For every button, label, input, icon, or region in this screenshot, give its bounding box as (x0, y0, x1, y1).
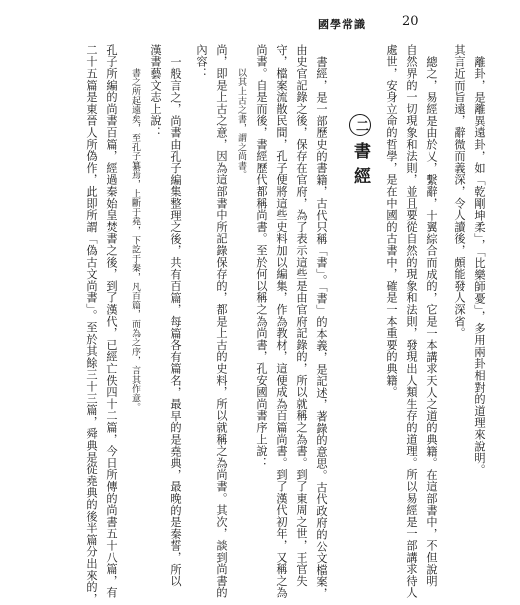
page-header (0, 14, 520, 36)
text-column: 其言近而旨遠，辭微而義深，令人讀後，頗能發人深省。 (453, 44, 466, 339)
text-column: 尚書。自是而後，書經歷代都稱尚書。至於何以稱之為尚書，孔安國尚書序上說： (255, 44, 268, 469)
page-number: 20 (402, 14, 419, 29)
text-column: 離卦，是離異遠卦，如「乾剛坤柔」，「比樂師憂」，多用兩卦相對的道理來說明。 (473, 56, 486, 476)
text-column: 內容： (195, 44, 208, 80)
text-column: 由史官記錄之後，保存在官府，為了表示這些是由官府記錄的，所以就稱之為書。到了東周之世，王官失 (295, 44, 308, 587)
text-column: 尚，即是上古之意，因為這部書中所記錄保存的，都是上古的史料，所以就稱之為尚書。其次，談到尚書的 (215, 44, 228, 599)
quotation: 書之所起遠矣，至孔子纂焉，上斷于堯，下訖于秦，凡百篇，而為之序，言其作意。 (130, 68, 140, 413)
section-heading (348, 114, 373, 192)
section-number: 二 (349, 114, 371, 136)
page-body (48, 44, 488, 605)
text-column: 二十五篇是東晉人所偽作，此即所謂「偽古文尚書」。至於其餘三十三篇，舜典是從堯典的後半篇分出來的， (85, 44, 98, 605)
running-title: 國學常識 (318, 18, 366, 31)
text-column: 書經，是一部歷史的書籍，古代只稱「書」。「書」的本義，是記述，著錄的意思。古代政府的公文檔案， (315, 56, 328, 600)
text-column: 漢書藝文志上說： (149, 44, 162, 139)
text-column: 處世，安身立命的哲學，是在中國的古書中，確是一本重要的典籍。 (385, 44, 398, 398)
section-title: 書經 (350, 142, 370, 192)
text-column: 自然界的一切現象和法則，並且要從自然的現象和法則，發現出人類生存的道理。所以易經是一部講求待人 (405, 44, 418, 599)
text-column: 一般言之，尚書由孔子編集整理之後，共有百篇，每篇各有篇名，最早的是堯典，最晚的是秦誓，所以 (169, 56, 182, 587)
text-column: 守，檔案流散民間，孔子便將這些史料加以編集，作為教材，這便成為百篇尚書。到了漢代初年，又稱之為 (275, 44, 288, 599)
quotation: 以其上古之書，謂之尚書。 (236, 68, 246, 180)
text-column: 總之，易經是由於乂，繫辭，十翼綜合而成的，它是一本講求天人之道的典籍。在這部書中，不但說明 (425, 56, 438, 587)
text-column: 孔子所編的尚書百篇，經過秦始皇焚書之後，到了漢代，已經亡佚四十二篇，今日所傳的尚書五十八篇，有 (105, 44, 118, 599)
